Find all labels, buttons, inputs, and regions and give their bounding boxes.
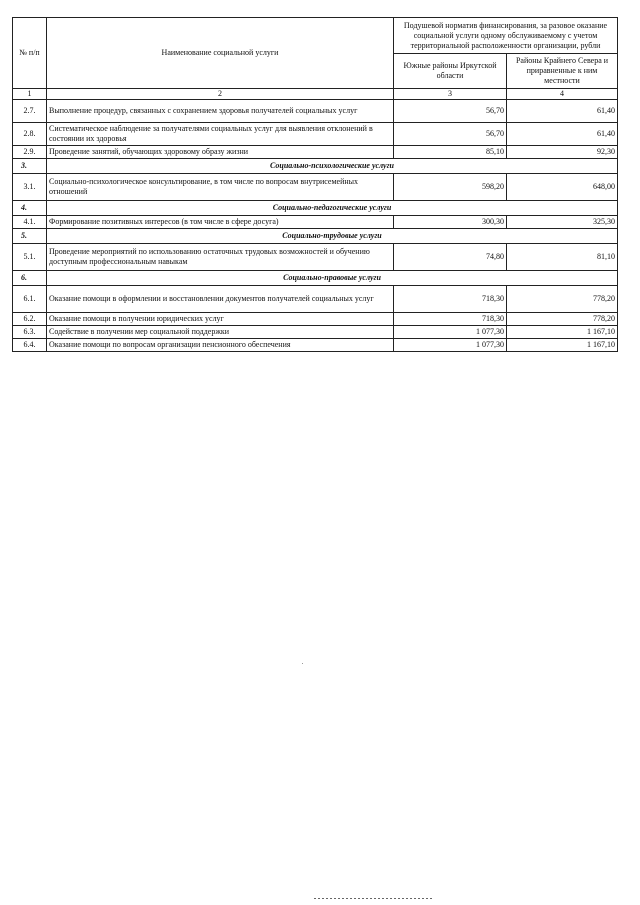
- table-row: [13, 244, 618, 271]
- row-name: Проведение занятий, обучающих здоровому образу жизни: [47, 146, 394, 159]
- header-row-top: [13, 18, 618, 54]
- row-south-value: 74,80: [394, 244, 507, 271]
- scan-speck: [302, 663, 303, 664]
- row-name: Систематическое наблюдение за получателями социальных услуг для выявления отклонений в состоянии их здоровья: [47, 123, 394, 146]
- section-num: 4.: [13, 201, 47, 216]
- section-num: 5.: [13, 229, 47, 244]
- row-north-value: 81,10: [507, 244, 618, 271]
- table-row: [13, 100, 618, 123]
- row-north-value: 92,30: [507, 146, 618, 159]
- section-title: Социально-психологические услуги: [47, 159, 618, 174]
- row-name: Оказание помощи в получении юридических услуг: [47, 313, 394, 326]
- row-south-value: 56,70: [394, 123, 507, 146]
- row-north-value: 325,30: [507, 216, 618, 229]
- row-name: Формирование позитивных интересов (в том числе в сфере досуга): [47, 216, 394, 229]
- row-north-value: 778,20: [507, 286, 618, 313]
- row-num: 6.1.: [13, 286, 47, 313]
- row-north-value: 61,40: [507, 123, 618, 146]
- row-name: Выполнение процедур, связанных с сохранением здоровья получателей социальных услуг: [47, 100, 394, 123]
- header-name: Наименование социальной услуги: [47, 18, 394, 89]
- row-num: 2.7.: [13, 100, 47, 123]
- table-row: [13, 313, 618, 326]
- row-num: 6.3.: [13, 326, 47, 339]
- header-north: Районы Крайнего Севера и приравненные к ним местности: [507, 54, 618, 89]
- table-row: [13, 146, 618, 159]
- row-name: Оказание помощи по вопросам организации пенсионного обеспечения: [47, 339, 394, 352]
- row-north-value: 1 167,10: [507, 339, 618, 352]
- table-row: [13, 286, 618, 313]
- table-row: [13, 123, 618, 146]
- section-row: [13, 271, 618, 286]
- row-name: Социально-психологическое консультирование, в том числе по вопросам внутрисемейных отношений: [47, 174, 394, 201]
- index-2: 2: [47, 89, 394, 100]
- header-norm: Подушевой норматив финансирования, за разовое оказание социальной услуги одному обслуживаемому с учетом территориальной расположенности организации, рубли: [394, 18, 618, 54]
- section-row: [13, 229, 618, 244]
- table-row: [13, 326, 618, 339]
- row-south-value: 1 077,30: [394, 326, 507, 339]
- row-name: Содействие в получении мер социальной поддержки: [47, 326, 394, 339]
- row-south-value: 85,10: [394, 146, 507, 159]
- row-north-value: 778,20: [507, 313, 618, 326]
- section-title: Социально-трудовые услуги: [47, 229, 618, 244]
- row-num: 4.1.: [13, 216, 47, 229]
- section-row: [13, 159, 618, 174]
- table-row: [13, 174, 618, 201]
- index-3: 3: [394, 89, 507, 100]
- row-north-value: 61,40: [507, 100, 618, 123]
- header-num: № п/п: [13, 18, 47, 89]
- section-num: 6.: [13, 271, 47, 286]
- row-south-value: 718,30: [394, 313, 507, 326]
- section-row: [13, 201, 618, 216]
- header-south: Южные районы Иркутской области: [394, 54, 507, 89]
- index-1: 1: [13, 89, 47, 100]
- row-name: Оказание помощи в оформлении и восстановлении документов получателей социальных услуг: [47, 286, 394, 313]
- row-num: 6.2.: [13, 313, 47, 326]
- row-num: 2.8.: [13, 123, 47, 146]
- row-num: 5.1.: [13, 244, 47, 271]
- row-name: Проведение мероприятий по использованию остаточных трудовых возможностей и обучению доступным профессиональным навыкам: [47, 244, 394, 271]
- section-num: 3.: [13, 159, 47, 174]
- row-north-value: 1 167,10: [507, 326, 618, 339]
- row-num: 2.9.: [13, 146, 47, 159]
- section-title: Социально-педагогические услуги: [47, 201, 618, 216]
- table-row: [13, 339, 618, 352]
- row-south-value: 300,30: [394, 216, 507, 229]
- row-south-value: 1 077,30: [394, 339, 507, 352]
- row-north-value: 648,00: [507, 174, 618, 201]
- row-num: 3.1.: [13, 174, 47, 201]
- row-south-value: 718,30: [394, 286, 507, 313]
- section-title: Социально-правовые услуги: [47, 271, 618, 286]
- scan-edge-mark: [314, 898, 434, 899]
- tariff-table: [12, 17, 618, 352]
- row-south-value: 56,70: [394, 100, 507, 123]
- index-4: 4: [507, 89, 618, 100]
- row-south-value: 598,20: [394, 174, 507, 201]
- index-row: [13, 89, 618, 100]
- row-num: 6.4.: [13, 339, 47, 352]
- table-row: [13, 216, 618, 229]
